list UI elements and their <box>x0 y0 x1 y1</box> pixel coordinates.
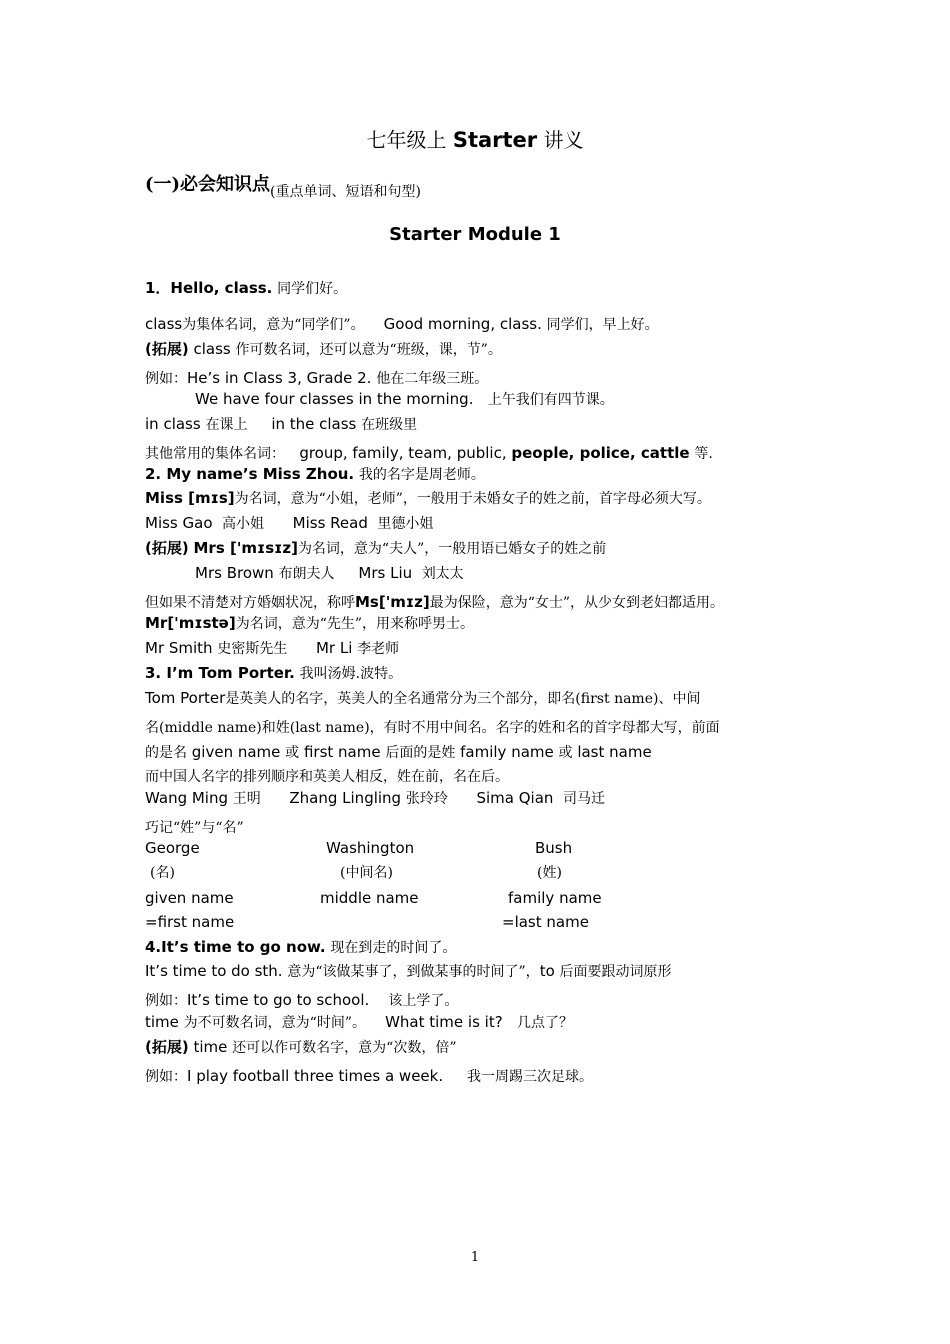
text-line: It’s time to do sth. 意为“该做某事了，到做某事的时间了”，to 后面要跟动词原形 <box>145 962 672 980</box>
family-name-label: family name <box>508 889 602 907</box>
given-name-label: given name <box>145 889 234 907</box>
text-line: Miss [mɪs]为名词，意为“小姐，老师”，一般用于未婚女子的姓之前，首字母必须大写。 <box>145 489 711 507</box>
text-line: 但如果不清楚对方婚姻状况，称呼Ms['mɪz]最为保险，意为“女士”，从少女到老妇都适用。 <box>145 593 725 611</box>
text-line: (拓展) Mrs ['mɪsɪz]为名词，意为“夫人”，一般用语已婚女子的姓之前 <box>145 539 607 557</box>
text-line: Mrs Brown 布朗夫人 Mrs Liu 刘太太 <box>195 564 464 582</box>
text-line: 巧记“姓”与“名” <box>145 820 244 836</box>
part-given: (名) <box>150 865 175 881</box>
part-family: (姓) <box>537 865 562 881</box>
point-4-heading: 4.It’s time to go now. 现在到走的时间了。 <box>145 938 457 956</box>
text-line: time 为不可数名词，意为“时间”。 What time is it? 几点了？ <box>145 1013 573 1031</box>
text-line: 的是名 given name 或 first name 后面的是姓 family name 或 last name <box>145 743 652 761</box>
example-line: 例如：I play football three times a week. 我一周踢三次足球。 <box>145 1067 593 1085</box>
point-3-heading: 3. I’m Tom Porter. 我叫汤姆.波特。 <box>145 664 403 682</box>
module-heading: Starter Module 1 <box>389 224 561 245</box>
part-middle: (中间名) <box>340 865 393 881</box>
page-number: 1 <box>470 1250 480 1265</box>
text-line: Tom Porter是英美人的名字，英美人的全名通常分为三个部分，即名(first name)、中间 <box>145 689 701 707</box>
example-line: We have four classes in the morning. 上午我们有四节课。 <box>195 390 614 408</box>
text-line: Wang Ming 王明 Zhang Lingling 张玲玲 Sima Qian 司马迁 <box>145 789 605 807</box>
point-2-heading: 2. My name’s Miss Zhou. 我的名字是周老师。 <box>145 465 485 483</box>
first-name-label: =first name <box>145 913 235 931</box>
name-george: George <box>145 839 200 857</box>
text-line: Miss Gao 高小姐 Miss Read 里德小姐 <box>145 514 434 532</box>
text-line: 名(middle name)和姓(last name)，有时不用中间名。名字的姓和名的首字母都大写，前面 <box>145 720 720 736</box>
last-name-label: =last name <box>502 913 589 931</box>
middle-name-label: middle name <box>320 889 419 907</box>
text-line: (拓展) class 作可数名词，还可以意为“班级，课，节”。 <box>145 340 502 358</box>
text-line: class为集体名词，意为“同学们”。 Good morning, class. 同学们，早上好。 <box>145 315 659 333</box>
text-line: (拓展) time 还可以作可数名字，意为“次数，倍” <box>145 1038 457 1056</box>
example-line: 例如：He’s in Class 3, Grade 2. 他在二年级三班。 <box>145 369 489 387</box>
text-line: Mr Smith 史密斯先生 Mr Li 李老师 <box>145 639 400 657</box>
section-heading: (一)必会知识点$_{(重点单词、短语和句型)}$ <box>145 174 421 200</box>
document-title: 七年级上 Starter 讲义 <box>366 128 584 152</box>
name-washington: Washington <box>326 839 415 857</box>
text-line: Mr['mɪstə]为名词，意为“先生”，用来称呼男士。 <box>145 614 475 632</box>
name-bush: Bush <box>535 839 573 857</box>
text-line: 而中国人名字的排列顺序和英美人相反，姓在前，名在后。 <box>145 769 509 785</box>
example-line: 例如：It’s time to go to school. 该上学了。 <box>145 991 459 1009</box>
text-line: in class 在课上 in the class 在班级里 <box>145 415 418 433</box>
text-line: 其他常用的集体名词： group, family, team, public, people, police, cattle 等. <box>145 444 713 462</box>
point-1-heading: 1．Hello, class. 同学们好。 <box>145 279 348 297</box>
